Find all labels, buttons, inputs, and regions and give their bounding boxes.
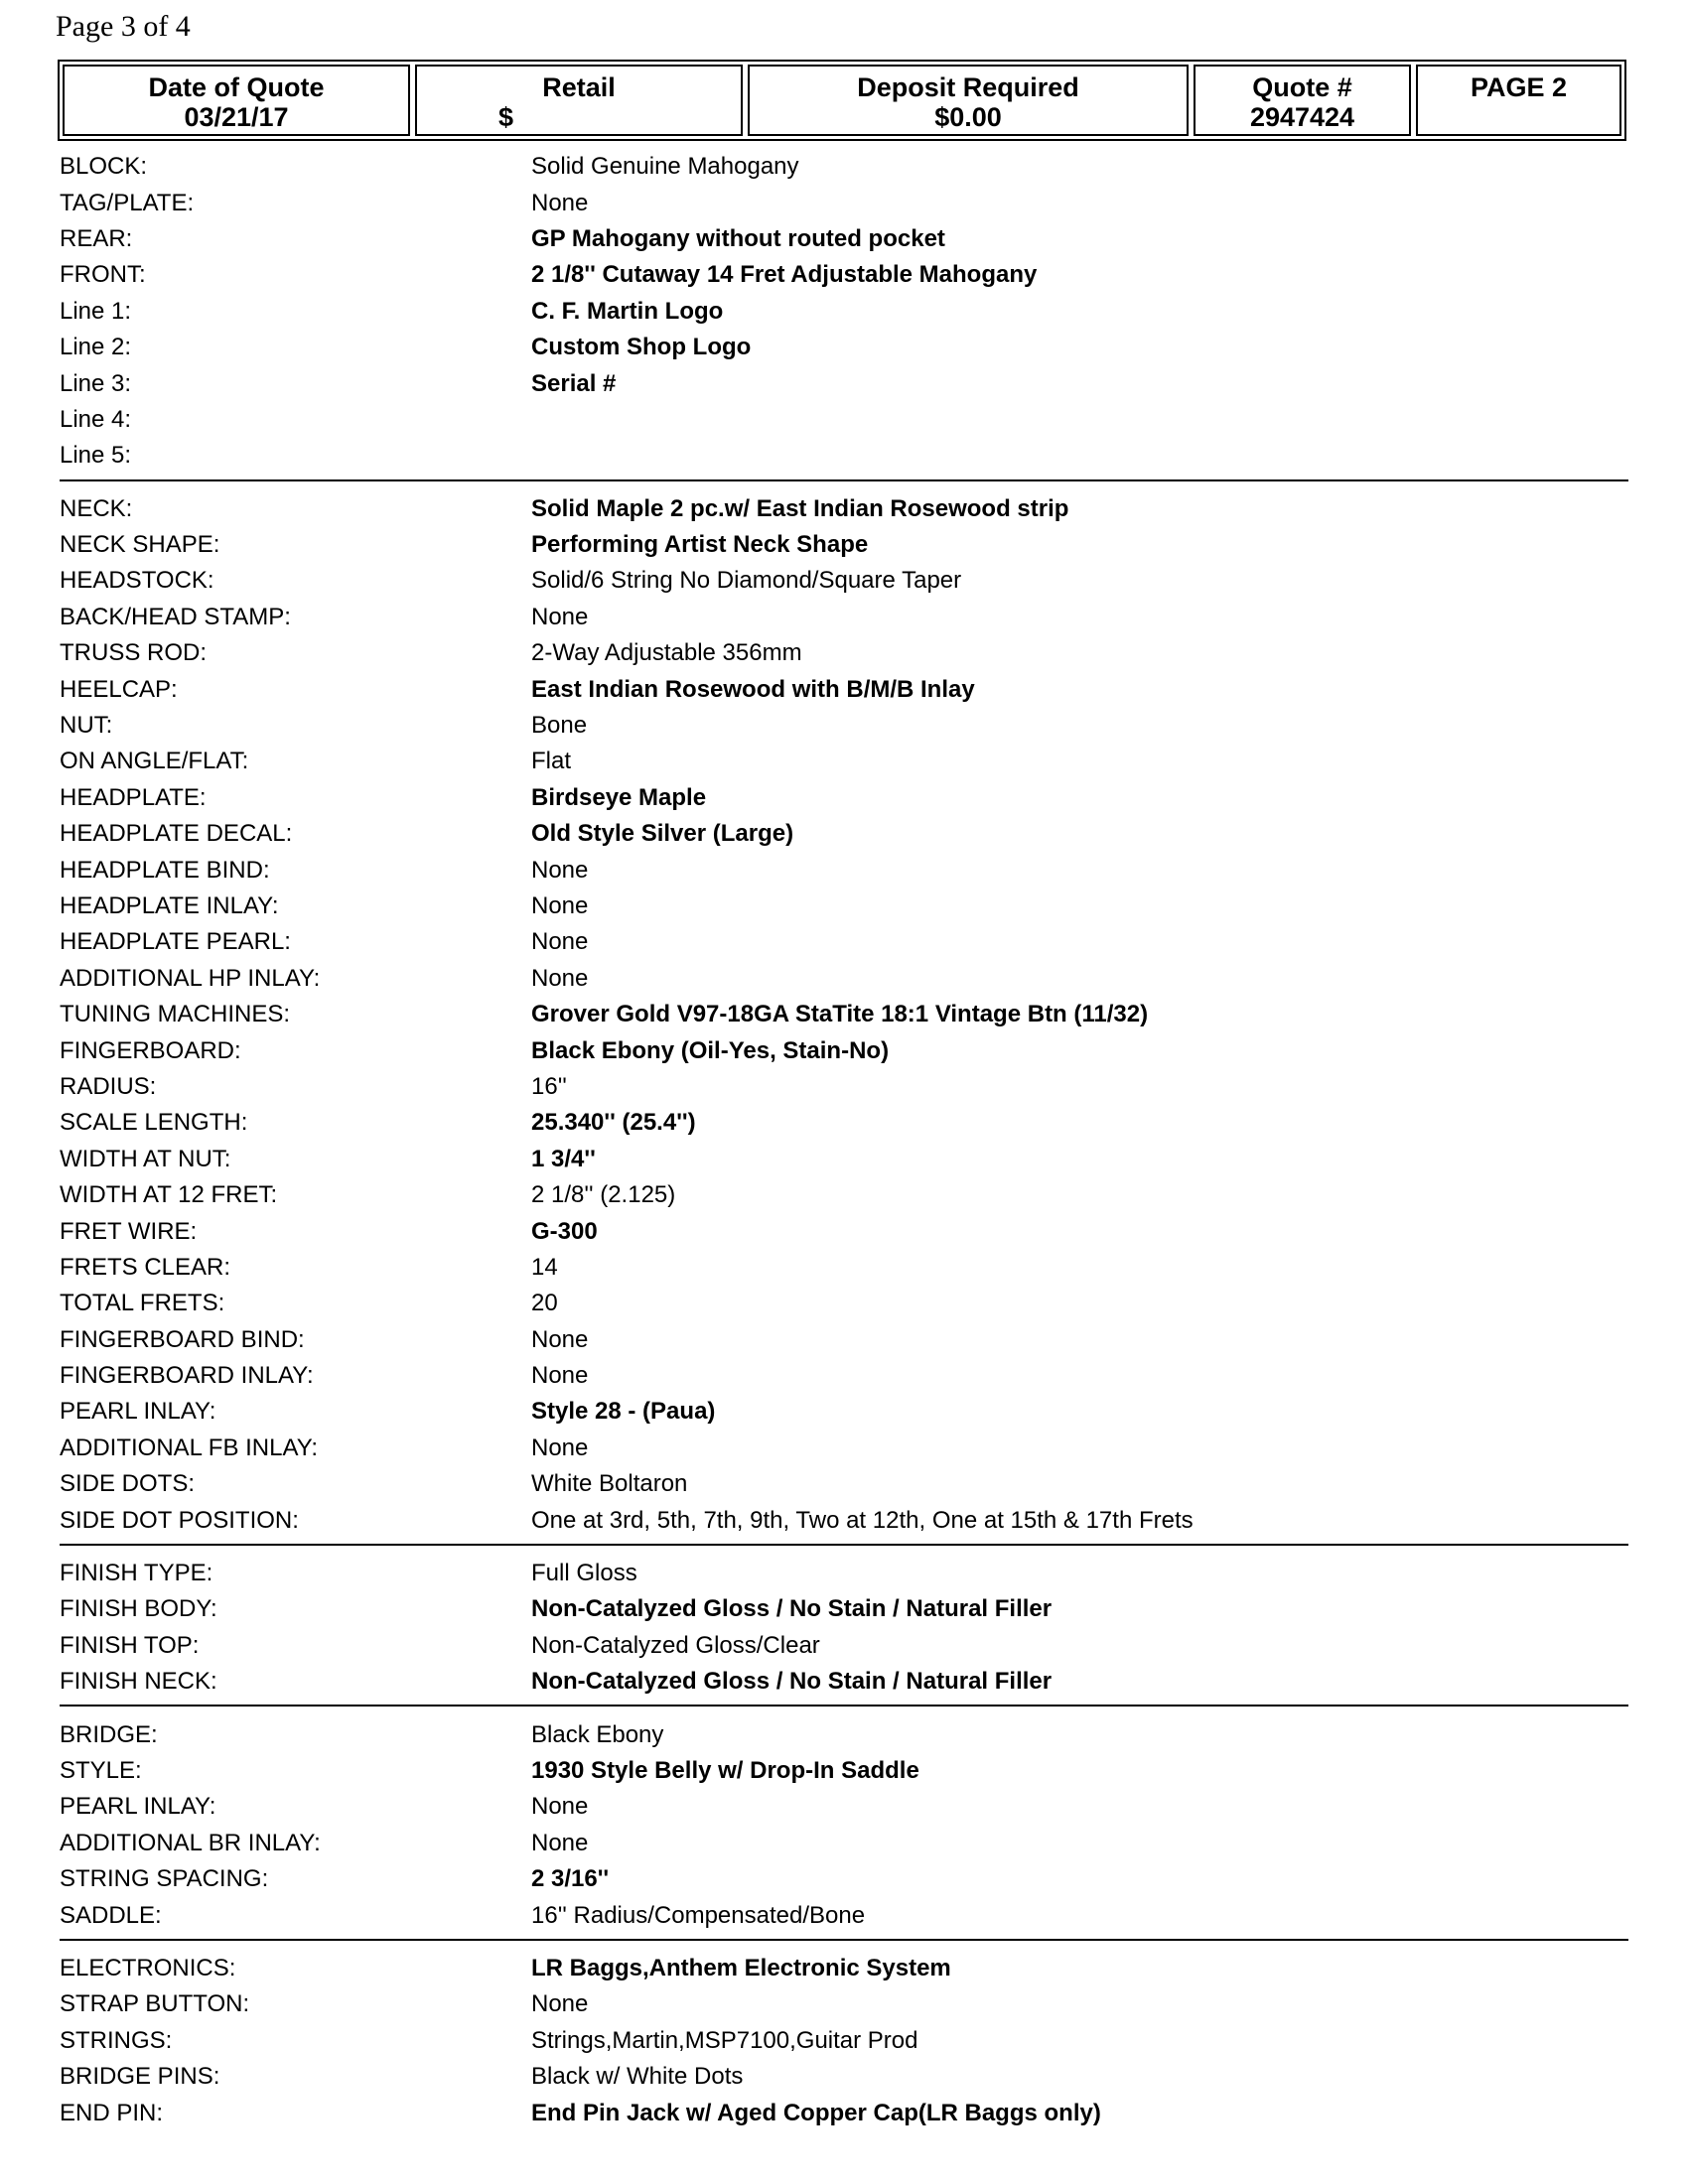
spec-value: None [531, 603, 589, 630]
spec-row [60, 1431, 1628, 1466]
spec-value: Custom Shop Logo [531, 334, 752, 361]
spec-row [60, 527, 1628, 563]
spec-label: Line 5: [60, 442, 132, 470]
spec-label: HEADPLATE BIND: [60, 856, 270, 884]
deposit-value: $0.00 [934, 102, 1002, 132]
spec-label: FINISH BODY: [60, 1595, 217, 1623]
section-divider [60, 1705, 1628, 1706]
spec-row [60, 961, 1628, 997]
spec-label: STRINGS: [60, 2026, 173, 2054]
spec-value: Serial # [531, 369, 617, 397]
spec-label: Line 4: [60, 405, 132, 433]
spec-row [60, 1394, 1628, 1430]
spec-label: WIDTH AT 12 FRET: [60, 1181, 278, 1209]
spec-row [60, 744, 1628, 779]
spec-value: 1930 Style Belly w/ Drop-In Saddle [531, 1756, 919, 1784]
spec-label: ELECTRONICS: [60, 1954, 236, 1981]
spec-value: Style 28 - (Paua) [531, 1398, 716, 1426]
spec-row [60, 330, 1628, 365]
spec-row [60, 2059, 1628, 2095]
spec-list [60, 149, 1628, 2131]
spec-label: REAR: [60, 224, 133, 252]
spec-label: STRAP BUTTON: [60, 1990, 250, 2018]
spec-value: G-300 [531, 1217, 598, 1245]
date-of-quote-label: Date of Quote [148, 72, 325, 102]
spec-label: BACK/HEAD STAMP: [60, 603, 291, 630]
spec-row [60, 1466, 1628, 1502]
spec-label: ON ANGLE/FLAT: [60, 748, 249, 775]
spec-label: NECK: [60, 494, 133, 522]
spec-row [60, 1250, 1628, 1286]
spec-row [60, 365, 1628, 401]
spec-row [60, 780, 1628, 816]
spec-row [60, 1753, 1628, 1789]
spec-label: Line 2: [60, 334, 132, 361]
spec-value: 2 3/16'' [531, 1865, 610, 1893]
section-divider [60, 479, 1628, 481]
spec-row [60, 635, 1628, 671]
spec-value: Performing Artist Neck Shape [531, 531, 869, 559]
section-divider [60, 1939, 1628, 1941]
spec-row [60, 185, 1628, 220]
spec-label: BRIDGE: [60, 1720, 158, 1748]
spec-label: FINISH TYPE: [60, 1560, 213, 1587]
spec-label: TRUSS ROD: [60, 639, 208, 667]
spec-label: ADDITIONAL FB INLAY: [60, 1433, 319, 1461]
spec-value: None [531, 928, 589, 956]
spec-row [60, 438, 1628, 474]
spec-label: HEADPLATE PEARL: [60, 928, 291, 956]
spec-label: FRONT: [60, 261, 146, 289]
spec-label: SCALE LENGTH: [60, 1109, 248, 1137]
spec-row [60, 1897, 1628, 1933]
spec-label: SIDE DOTS: [60, 1470, 196, 1498]
spec-row [60, 1664, 1628, 1700]
page2-label: PAGE 2 [1470, 72, 1568, 102]
spec-label: FINISH TOP: [60, 1631, 200, 1659]
spec-row [60, 1986, 1628, 2022]
spec-value: None [531, 1433, 589, 1461]
spec-row [60, 1502, 1628, 1538]
spec-value: None [531, 856, 589, 884]
spec-value: None [531, 964, 589, 992]
spec-value: 20 [531, 1290, 558, 1317]
spec-label: FRET WIRE: [60, 1217, 198, 1245]
spec-label: NUT: [60, 712, 113, 740]
retail-label: Retail [542, 72, 616, 102]
spec-row [60, 1716, 1628, 1752]
spec-row [60, 2023, 1628, 2059]
quote-number-value: 2947424 [1249, 102, 1355, 132]
spec-row [60, 600, 1628, 635]
spec-value: Black Ebony (Oil-Yes, Stain-No) [531, 1036, 890, 1064]
spec-label: TAG/PLATE: [60, 189, 195, 216]
date-of-quote-cell [63, 65, 410, 136]
date-of-quote-value: 03/21/17 [184, 102, 289, 132]
spec-label: FINGERBOARD: [60, 1036, 241, 1064]
spec-label: FRETS CLEAR: [60, 1253, 231, 1281]
spec-row [60, 491, 1628, 527]
retail-cell [415, 65, 743, 136]
spec-label: ADDITIONAL BR INLAY: [60, 1829, 321, 1856]
spec-value: Grover Gold V97-18GA StaTite 18:1 Vintage Btn (11/32) [531, 1001, 1149, 1028]
spec-row [60, 997, 1628, 1032]
deposit-cell [748, 65, 1189, 136]
spec-value: 14 [531, 1253, 558, 1281]
spec-value: Birdseye Maple [531, 783, 707, 811]
spec-row [60, 816, 1628, 852]
spec-value: None [531, 1362, 589, 1390]
spec-row [60, 294, 1628, 330]
spec-row [60, 149, 1628, 185]
spec-label: FINGERBOARD INLAY: [60, 1362, 314, 1390]
quote-number-label: Quote # [1252, 72, 1352, 102]
spec-value: End Pin Jack w/ Aged Copper Cap(LR Baggs only) [531, 2099, 1101, 2126]
spec-label: END PIN: [60, 2099, 164, 2126]
spec-value: 25.340'' (25.4'') [531, 1109, 696, 1137]
spec-row [60, 1213, 1628, 1249]
deposit-label: Deposit Required [857, 72, 1079, 102]
spec-row [60, 1322, 1628, 1358]
spec-row [60, 221, 1628, 257]
spec-label: TOTAL FRETS: [60, 1290, 225, 1317]
spec-label: ADDITIONAL HP INLAY: [60, 964, 321, 992]
spec-value: Non-Catalyzed Gloss / No Stain / Natural Filler [531, 1595, 1053, 1623]
spec-row [60, 1358, 1628, 1394]
quote-header-table [58, 60, 1626, 141]
section-divider [60, 1544, 1628, 1546]
spec-label: SIDE DOT POSITION: [60, 1506, 299, 1534]
spec-label: HEADPLATE DECAL: [60, 820, 293, 848]
quote-number-cell [1194, 65, 1411, 136]
spec-row [60, 1105, 1628, 1141]
spec-label: PEARL INLAY: [60, 1398, 216, 1426]
spec-label: STRING SPACING: [60, 1865, 269, 1893]
spec-value: White Boltaron [531, 1470, 688, 1498]
spec-row [60, 1286, 1628, 1321]
spec-row [60, 1142, 1628, 1177]
spec-row [60, 1032, 1628, 1068]
spec-value: 1 3/4'' [531, 1145, 596, 1172]
spec-row [60, 1556, 1628, 1591]
spec-value: None [531, 189, 589, 216]
spec-value: 16'' [531, 1072, 567, 1100]
spec-row [60, 852, 1628, 887]
spec-value: Flat [531, 748, 572, 775]
spec-label: HEADPLATE: [60, 783, 207, 811]
spec-label: TUNING MACHINES: [60, 1001, 291, 1028]
spec-value: Non-Catalyzed Gloss/Clear [531, 1631, 820, 1659]
spec-row [60, 563, 1628, 599]
spec-row [60, 1177, 1628, 1213]
spec-row [60, 924, 1628, 960]
spec-label: BLOCK: [60, 153, 148, 181]
spec-label: SADDLE: [60, 1901, 162, 1929]
spec-label: HEADSTOCK: [60, 567, 214, 595]
spec-value: None [531, 1793, 589, 1821]
spec-label: STYLE: [60, 1756, 142, 1784]
spec-value: Solid Maple 2 pc.w/ East Indian Rosewood strip [531, 494, 1069, 522]
spec-value: Full Gloss [531, 1560, 637, 1587]
spec-label: FINGERBOARD BIND: [60, 1325, 305, 1353]
spec-value: None [531, 1325, 589, 1353]
spec-row [60, 1789, 1628, 1825]
spec-label: RADIUS: [60, 1072, 157, 1100]
spec-row [60, 2095, 1628, 2130]
spec-value: 16'' Radius/Compensated/Bone [531, 1901, 866, 1929]
spec-value: One at 3rd, 5th, 7th, 9th, Two at 12th, One at 15th & 17th Frets [531, 1506, 1194, 1534]
spec-value: GP Mahogany without routed pocket [531, 224, 945, 252]
spec-value: Old Style Silver (Large) [531, 820, 794, 848]
spec-row [60, 257, 1628, 293]
spec-value: None [531, 1829, 589, 1856]
spec-value: Strings,Martin,MSP7100,Guitar Prod [531, 2026, 918, 2054]
spec-value: None [531, 1990, 589, 2018]
spec-row [60, 671, 1628, 707]
spec-label: Line 1: [60, 297, 132, 325]
spec-value: 2 1/8'' Cutaway 14 Fret Adjustable Mahogany [531, 261, 1038, 289]
spec-value: 2-Way Adjustable 356mm [531, 639, 802, 667]
spec-row [60, 708, 1628, 744]
spec-row [60, 1861, 1628, 1897]
spec-value: None [531, 892, 589, 919]
spec-label: PEARL INLAY: [60, 1793, 216, 1821]
spec-row [60, 1591, 1628, 1627]
spec-label: WIDTH AT NUT: [60, 1145, 231, 1172]
retail-value: $ [498, 102, 514, 132]
spec-value: Black w/ White Dots [531, 2063, 744, 2091]
spec-label: NECK SHAPE: [60, 531, 220, 559]
spec-value: Non-Catalyzed Gloss / No Stain / Natural Filler [531, 1668, 1053, 1696]
spec-row [60, 1628, 1628, 1664]
spec-value: Bone [531, 712, 588, 740]
spec-row [60, 1951, 1628, 1986]
spec-value: East Indian Rosewood with B/M/B Inlay [531, 675, 975, 703]
spec-row [60, 888, 1628, 924]
spec-value: Solid Genuine Mahogany [531, 153, 799, 181]
spec-value: LR Baggs,Anthem Electronic System [531, 1954, 951, 1981]
spec-label: Line 3: [60, 369, 132, 397]
spec-row [60, 402, 1628, 438]
spec-row [60, 1069, 1628, 1105]
spec-value: 2 1/8'' (2.125) [531, 1181, 676, 1209]
spec-row [60, 1826, 1628, 1861]
page2-cell [1416, 65, 1621, 136]
spec-label: FINISH NECK: [60, 1668, 217, 1696]
spec-label: HEELCAP: [60, 675, 178, 703]
spec-value: C. F. Martin Logo [531, 297, 724, 325]
spec-value: Solid/6 String No Diamond/Square Taper [531, 567, 962, 595]
page-number: Page 3 of 4 [56, 10, 191, 43]
spec-value: Black Ebony [531, 1720, 664, 1748]
spec-label: HEADPLATE INLAY: [60, 892, 279, 919]
spec-label: BRIDGE PINS: [60, 2063, 220, 2091]
